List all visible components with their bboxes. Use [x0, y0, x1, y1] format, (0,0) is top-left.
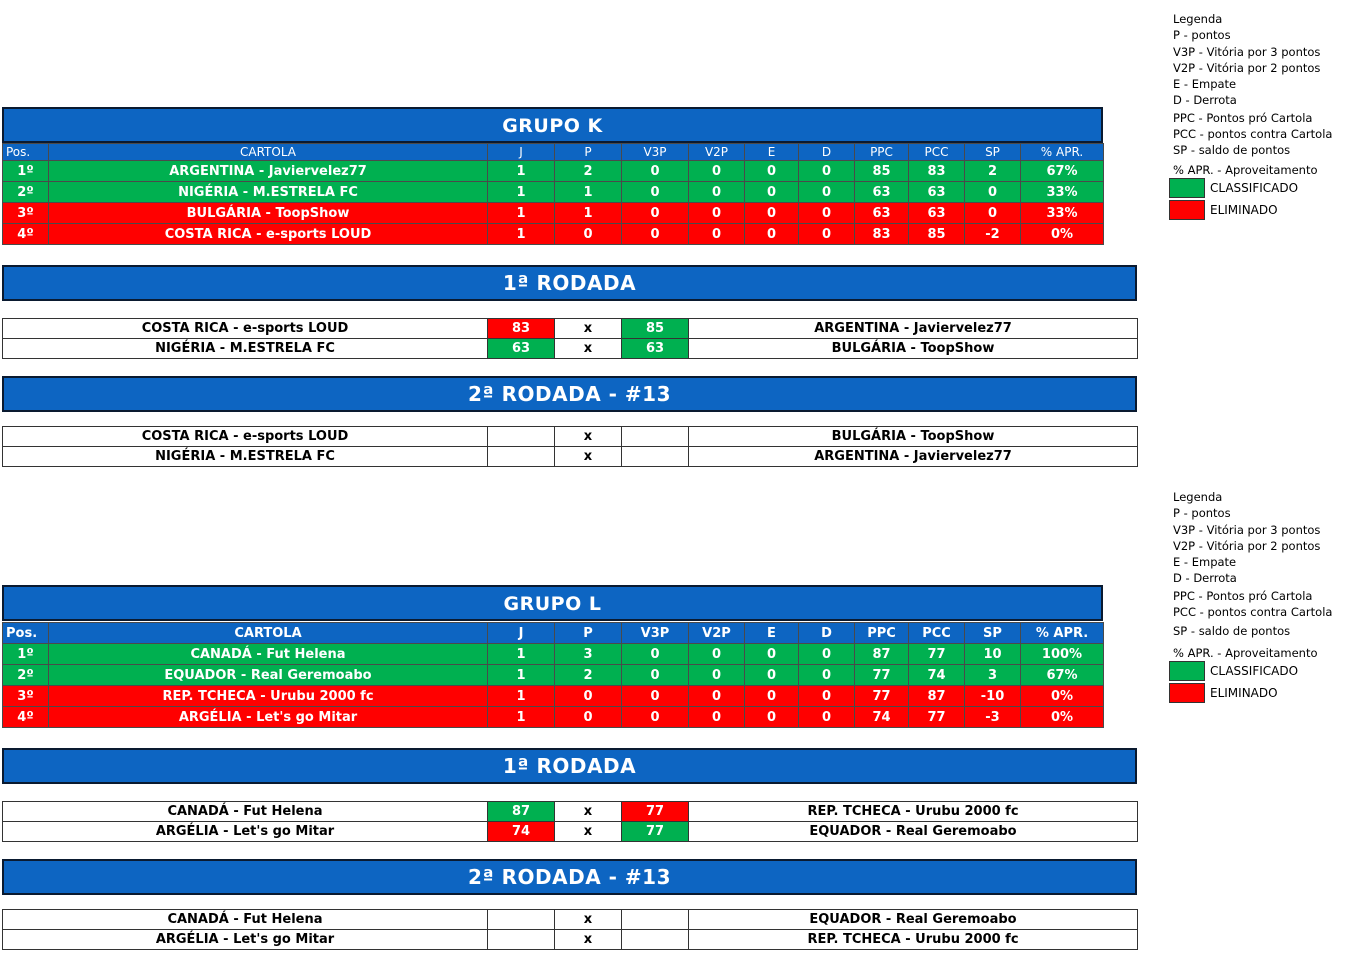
col-ppc: PPC [855, 144, 909, 161]
legend-item: V3P - Vitória por 3 pontos [1173, 522, 1321, 537]
standings-table [2, 143, 1104, 245]
cell-pcc: 63 [909, 203, 965, 224]
cell-team: ARGENTINA - Javiervelez77 [49, 161, 488, 182]
round-1-title: 1ª RODADA [2, 265, 1137, 301]
match-home-score [488, 427, 555, 447]
cell-sp: 10 [965, 644, 1021, 665]
col-pos: Pos. [3, 144, 49, 161]
cell-pcc: 77 [909, 644, 965, 665]
legend-item: % APR. - Aproveitamento [1173, 645, 1318, 660]
cell-ppc: 77 [855, 665, 909, 686]
match-versus: x [555, 910, 622, 930]
cell-v2p: 0 [689, 686, 745, 707]
col-pos: Pos. [3, 623, 49, 644]
cell-j: 1 [488, 686, 555, 707]
cell-pcc: 77 [909, 707, 965, 728]
cell-e: 0 [745, 203, 799, 224]
cell-v3p: 0 [622, 644, 689, 665]
cell-v3p: 0 [622, 203, 689, 224]
cell-j: 1 [488, 707, 555, 728]
legend-item: V2P - Vitória por 2 pontos [1173, 60, 1321, 75]
round-2-matches [2, 909, 1138, 950]
match-versus: x [555, 339, 622, 359]
table-row [3, 203, 1104, 224]
match-away: BULGÁRIA - ToopShow [689, 427, 1138, 447]
match-home: CANADÁ - Fut Helena [3, 802, 488, 822]
cell-v3p: 0 [622, 182, 689, 203]
cell-apr: 67% [1021, 161, 1104, 182]
eliminated-label: ELIMINADO [1210, 202, 1278, 217]
col-d: D [799, 144, 855, 161]
match-home-score [488, 447, 555, 467]
classified-swatch [1169, 178, 1205, 198]
cell-apr: 33% [1021, 182, 1104, 203]
cell-apr: 100% [1021, 644, 1104, 665]
round-2-matches [2, 426, 1138, 467]
cell-team: COSTA RICA - e-sports LOUD [49, 224, 488, 245]
cell-team: REP. TCHECA - Urubu 2000 fc [49, 686, 488, 707]
col-cartola: CARTOLA [49, 623, 488, 644]
match-row [3, 822, 1138, 842]
eliminated-swatch [1169, 200, 1205, 220]
cell-apr: 0% [1021, 224, 1104, 245]
table-header [3, 144, 1104, 161]
match-away: EQUADOR - Real Geremoabo [689, 910, 1138, 930]
cell-ppc: 77 [855, 686, 909, 707]
group-title: GRUPO L [2, 585, 1103, 621]
match-home: COSTA RICA - e-sports LOUD [3, 427, 488, 447]
standings-table [2, 622, 1104, 728]
match-home: CANADÁ - Fut Helena [3, 910, 488, 930]
match-away: ARGENTINA - Javiervelez77 [689, 447, 1138, 467]
match-away: REP. TCHECA - Urubu 2000 fc [689, 930, 1138, 950]
legend-item: SP - saldo de pontos [1173, 143, 1291, 158]
round-2-title: 2ª RODADA - #13 [2, 376, 1137, 412]
cell-pos: 1º [3, 161, 49, 182]
cell-v2p: 0 [689, 182, 745, 203]
cell-pos: 3º [3, 203, 49, 224]
cell-pcc: 63 [909, 182, 965, 203]
table-row [3, 161, 1104, 182]
cell-apr: 33% [1021, 203, 1104, 224]
match-home: ARGÉLIA - Let's go Mitar [3, 822, 488, 842]
match-versus: x [555, 447, 622, 467]
classified-label: CLASSIFICADO [1210, 180, 1299, 195]
col-pcc: PCC [909, 144, 965, 161]
match-away-score [622, 427, 689, 447]
cell-pcc: 83 [909, 161, 965, 182]
cell-p: 0 [555, 686, 622, 707]
col-p: P [555, 144, 622, 161]
eliminated-label: ELIMINADO [1210, 685, 1278, 700]
cell-team: ARGÉLIA - Let's go Mitar [49, 707, 488, 728]
cell-e: 0 [745, 686, 799, 707]
legend-item: SP - saldo de pontos [1173, 624, 1291, 639]
cell-j: 1 [488, 224, 555, 245]
cell-sp: -3 [965, 707, 1021, 728]
cell-pos: 3º [3, 686, 49, 707]
cell-p: 0 [555, 707, 622, 728]
match-versus: x [555, 427, 622, 447]
col-e: E [745, 144, 799, 161]
cell-team: NIGÉRIA - M.ESTRELA FC [49, 182, 488, 203]
cell-sp: 3 [965, 665, 1021, 686]
match-away: REP. TCHECA - Urubu 2000 fc [689, 802, 1138, 822]
cell-ppc: 63 [855, 203, 909, 224]
cell-p: 2 [555, 161, 622, 182]
cell-pos: 1º [3, 644, 49, 665]
legend-classified [1173, 178, 1350, 200]
cell-e: 0 [745, 707, 799, 728]
round-2-title: 2ª RODADA - #13 [2, 859, 1137, 895]
cell-d: 0 [799, 707, 855, 728]
cell-v2p: 0 [689, 161, 745, 182]
match-away: ARGENTINA - Javiervelez77 [689, 319, 1138, 339]
col-sp: SP [965, 144, 1021, 161]
cell-pos: 4º [3, 224, 49, 245]
cell-d: 0 [799, 182, 855, 203]
match-home: ARGÉLIA - Let's go Mitar [3, 930, 488, 950]
match-row [3, 427, 1138, 447]
cell-d: 0 [799, 224, 855, 245]
cell-j: 1 [488, 665, 555, 686]
cell-apr: 0% [1021, 686, 1104, 707]
cell-p: 1 [555, 203, 622, 224]
legend-eliminated [1173, 200, 1350, 222]
match-home-score: 83 [488, 319, 555, 339]
match-versus: x [555, 319, 622, 339]
match-row [3, 802, 1138, 822]
match-home: COSTA RICA - e-sports LOUD [3, 319, 488, 339]
match-versus: x [555, 802, 622, 822]
col-v3p: V3P [622, 623, 689, 644]
cell-j: 1 [488, 161, 555, 182]
legend-item: E - Empate [1173, 555, 1237, 570]
legend-item: PPC - Pontos pró Cartola [1173, 588, 1313, 603]
cell-p: 1 [555, 182, 622, 203]
cell-v3p: 0 [622, 707, 689, 728]
table-row [3, 182, 1104, 203]
match-home-score: 74 [488, 822, 555, 842]
cell-e: 0 [745, 644, 799, 665]
col-v2p: V2P [689, 144, 745, 161]
col-p: P [555, 623, 622, 644]
match-away-score [622, 447, 689, 467]
match-row [3, 319, 1138, 339]
cell-d: 0 [799, 203, 855, 224]
round-1-matches [2, 801, 1138, 842]
cell-pos: 2º [3, 182, 49, 203]
cell-j: 1 [488, 203, 555, 224]
table-row [3, 707, 1104, 728]
legend-item: % APR. - Aproveitamento [1173, 162, 1318, 177]
cell-ppc: 74 [855, 707, 909, 728]
table-header [3, 623, 1104, 644]
match-home-score: 87 [488, 802, 555, 822]
match-home: NIGÉRIA - M.ESTRELA FC [3, 447, 488, 467]
cell-pcc: 74 [909, 665, 965, 686]
match-row [3, 339, 1138, 359]
match-away-score: 85 [622, 319, 689, 339]
match-away-score: 77 [622, 822, 689, 842]
cell-v2p: 0 [689, 224, 745, 245]
table-row [3, 644, 1104, 665]
legend-classified [1173, 661, 1350, 683]
cell-v2p: 0 [689, 665, 745, 686]
legend-item: P - pontos [1173, 506, 1231, 521]
legend-item: D - Derrota [1173, 93, 1237, 108]
eliminated-swatch [1169, 683, 1205, 703]
cell-j: 1 [488, 644, 555, 665]
cell-v2p: 0 [689, 644, 745, 665]
cell-d: 0 [799, 665, 855, 686]
cell-apr: 0% [1021, 707, 1104, 728]
legend-item: PCC - pontos contra Cartola [1173, 605, 1333, 620]
round-1-matches [2, 318, 1138, 359]
col-sp: SP [965, 623, 1021, 644]
cell-p: 0 [555, 224, 622, 245]
cell-ppc: 63 [855, 182, 909, 203]
cell-d: 0 [799, 686, 855, 707]
cell-v2p: 0 [689, 203, 745, 224]
match-home-score [488, 910, 555, 930]
legend [1173, 489, 1350, 705]
col-cartola: CARTOLA [49, 144, 488, 161]
legend-item: V2P - Vitória por 2 pontos [1173, 538, 1321, 553]
legend-eliminated [1173, 683, 1350, 705]
legend-item: P - pontos [1173, 28, 1231, 43]
col-v3p: V3P [622, 144, 689, 161]
col-j: J [488, 144, 555, 161]
cell-pos: 4º [3, 707, 49, 728]
cell-v3p: 0 [622, 665, 689, 686]
classified-swatch [1169, 661, 1205, 681]
cell-e: 0 [745, 161, 799, 182]
cell-apr: 67% [1021, 665, 1104, 686]
legend-item: D - Derrota [1173, 571, 1237, 586]
legend-title: Legenda [1173, 12, 1223, 26]
cell-e: 0 [745, 182, 799, 203]
match-home-score: 63 [488, 339, 555, 359]
match-away-score: 63 [622, 339, 689, 359]
round-1-title: 1ª RODADA [2, 748, 1137, 784]
cell-e: 0 [745, 665, 799, 686]
cell-team: CANADÁ - Fut Helena [49, 644, 488, 665]
match-row [3, 447, 1138, 467]
cell-sp: 0 [965, 182, 1021, 203]
col-v2p: V2P [689, 623, 745, 644]
cell-pcc: 87 [909, 686, 965, 707]
group-title: GRUPO K [2, 107, 1103, 143]
match-away-score: 77 [622, 802, 689, 822]
cell-v2p: 0 [689, 707, 745, 728]
cell-j: 1 [488, 182, 555, 203]
cell-e: 0 [745, 224, 799, 245]
cell-p: 2 [555, 665, 622, 686]
col-apr: % APR. [1021, 144, 1104, 161]
cell-v3p: 0 [622, 686, 689, 707]
col-pcc: PCC [909, 623, 965, 644]
match-away-score [622, 910, 689, 930]
match-row [3, 930, 1138, 950]
table-row [3, 686, 1104, 707]
table-row [3, 665, 1104, 686]
cell-pcc: 85 [909, 224, 965, 245]
match-row [3, 910, 1138, 930]
classified-label: CLASSIFICADO [1210, 663, 1299, 678]
cell-sp: -2 [965, 224, 1021, 245]
cell-sp: 2 [965, 161, 1021, 182]
table-row [3, 224, 1104, 245]
legend-item: V3P - Vitória por 3 pontos [1173, 44, 1321, 59]
match-away: BULGÁRIA - ToopShow [689, 339, 1138, 359]
col-ppc: PPC [855, 623, 909, 644]
cell-d: 0 [799, 644, 855, 665]
cell-ppc: 83 [855, 224, 909, 245]
match-away-score [622, 930, 689, 950]
cell-sp: 0 [965, 203, 1021, 224]
cell-team: EQUADOR - Real Geremoabo [49, 665, 488, 686]
legend-item: PPC - Pontos pró Cartola [1173, 110, 1313, 125]
match-versus: x [555, 822, 622, 842]
match-versus: x [555, 930, 622, 950]
match-away: EQUADOR - Real Geremoabo [689, 822, 1138, 842]
cell-pos: 2º [3, 665, 49, 686]
cell-p: 3 [555, 644, 622, 665]
legend [1173, 11, 1350, 222]
cell-ppc: 85 [855, 161, 909, 182]
legend-title: Legenda [1173, 490, 1223, 504]
legend-item: E - Empate [1173, 77, 1237, 92]
col-apr: % APR. [1021, 623, 1104, 644]
col-e: E [745, 623, 799, 644]
cell-v3p: 0 [622, 224, 689, 245]
cell-v3p: 0 [622, 161, 689, 182]
match-home: NIGÉRIA - M.ESTRELA FC [3, 339, 488, 359]
legend-item: PCC - pontos contra Cartola [1173, 127, 1333, 142]
col-j: J [488, 623, 555, 644]
cell-d: 0 [799, 161, 855, 182]
cell-ppc: 87 [855, 644, 909, 665]
col-d: D [799, 623, 855, 644]
cell-sp: -10 [965, 686, 1021, 707]
match-home-score [488, 930, 555, 950]
cell-team: BULGÁRIA - ToopShow [49, 203, 488, 224]
